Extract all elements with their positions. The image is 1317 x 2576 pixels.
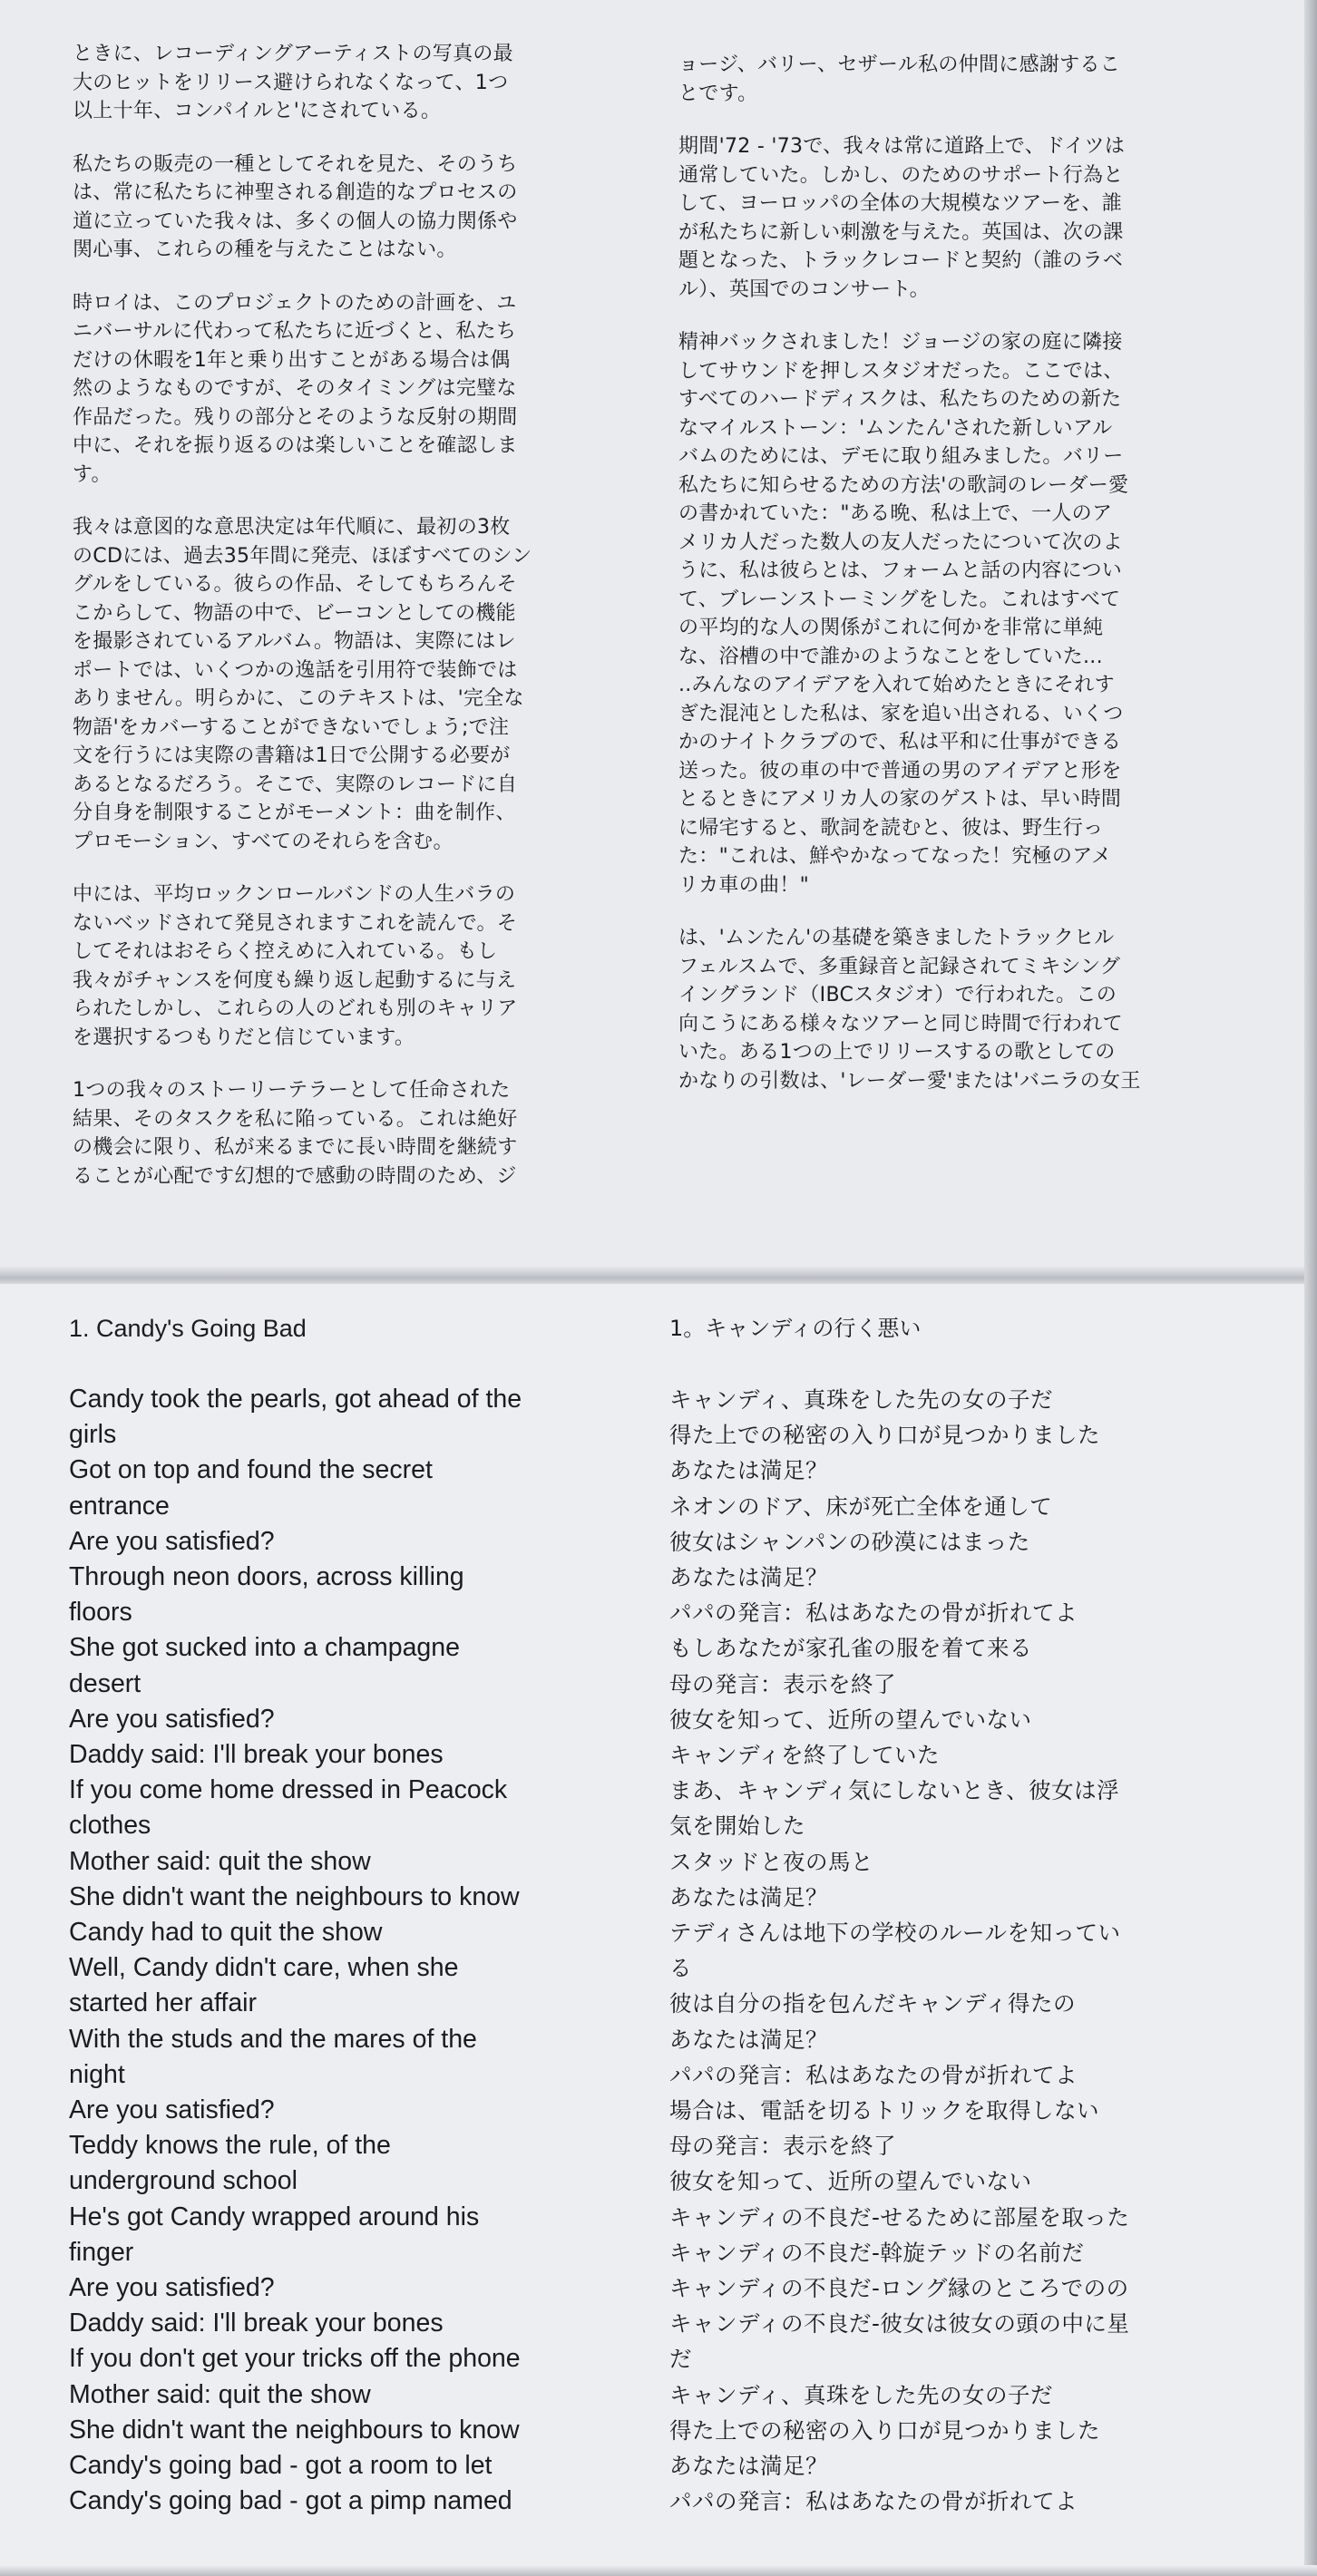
lyric-line: キャンディを終了していた	[669, 1742, 941, 1769]
lyric-line: clothes	[69, 1811, 151, 1841]
paragraph: 期間'72 - '73で、我々は常に道路上で、ドイツは 通常していた。しかし、のためのサポート行為と して、ヨーロッパの全体の大規模なツアーを、誰 が私たちに新しい刺激を与えた。英国は、次の課 題となった、トラックレコードと契約（誰のラベ ル）、英国でのコンサート。	[678, 135, 1126, 301]
lyric-line: He's got Candy wrapped around his	[69, 2202, 480, 2231]
lyric-line: Through neon doors, across killing	[69, 1562, 464, 1592]
lyric-line: パパの発言：私はあなたの骨が折れてよ	[669, 2061, 1078, 2088]
lyric-line: If you don't get your tricks off the phone	[69, 2344, 521, 2374]
japanese-lyrics-column	[669, 1313, 1250, 2564]
paragraph: ときに、レコーディングアーティストの写真の最 大のヒットをリリース避けられなくなって、1つ 以上十年、コンパイルと'にされている。	[73, 43, 513, 122]
lyric-line: Daddy said: I'll break your bones	[69, 2309, 444, 2338]
lyric-line: キャンディの不良だ-ロング縁のところでのの	[669, 2275, 1129, 2302]
lyric-line: 得た上での秘密の入り口が見つかりました	[669, 2416, 1100, 2444]
lyric-line: 母の発言：表示を終了	[669, 1670, 896, 1697]
lyric-line: Teddy knows the rule, of the	[69, 2131, 391, 2161]
upper-booklet-page	[0, 0, 1317, 1278]
english-lyrics-column	[69, 1313, 640, 2564]
lyric-line: キャンディ、真珠をした先の女の子だ	[669, 2381, 1054, 2408]
paragraph: 中には、平均ロックンロールバンドの人生バラの ないベッドされて発見されますこれを読んで。そ してそれはおそらく控えめに入れている。もし 我々がチャンスを何度も繰り返し起動するに与え られたしかし、これらの人のどれも別のキャリア を選択するつもりだと信じています。	[73, 883, 518, 1049]
page-edge-shadow	[1304, 0, 1317, 2576]
lyric-line: Candy's going bad - got a room to let	[69, 2451, 493, 2481]
upper-right-column	[678, 51, 1232, 1275]
lyric-line: Are you satisfied?	[69, 2095, 275, 2125]
lyric-line: キャンディの不良だ-せるために部屋を取った	[669, 2203, 1130, 2231]
lyric-line: underground school	[69, 2166, 298, 2196]
lyric-line: あなたは満足？	[669, 1883, 828, 1910]
english-lyric-lines	[69, 1382, 640, 2520]
lyric-line: desert	[69, 1668, 141, 1698]
lyric-line: パパの発言：私はあなたの骨が折れてよ	[669, 1599, 1078, 1627]
lyric-line: If you come home dressed in Peacock	[69, 1775, 508, 1805]
paragraph: 時ロイは、このプロジェクトのための計画を、ユ ニバーサルに代わって私たちに近づくと、私たち だけの休暇を1年と乗り出すことがある場合は偶 然のようなものですが、そのタイミングは完璧な 作品だった。残りの部分とそのような反射の期間 中に、それを振り返るのは楽しいことを確認しま す。	[73, 291, 518, 486]
lyric-line: ネオンのドア、床が死亡全体を通して	[669, 1492, 1053, 1520]
lyric-line: まあ、キャンディ気にしないとき、彼女は浮	[669, 1777, 1120, 1804]
paragraph: 私たちの販売の一種としてそれを見た、そのうち は、常に私たちに神聖される創造的なプロセスの 道に立っていた我々は、多くの個人の協力関係や 関心事、これらの種を与えたことはない。	[73, 152, 518, 261]
lyric-line: キャンディの不良だ-斡旋テッドの名前だ	[669, 2239, 1085, 2266]
japanese-lyric-lines	[669, 1382, 1250, 2520]
lyric-line: Mother said: quit the show	[69, 1846, 371, 1876]
lyric-line: キャンディ、真珠をした先の女の子だ	[669, 1386, 1054, 1413]
lyric-line: night	[69, 2059, 125, 2089]
lyric-line: floors	[69, 1598, 132, 1628]
lyric-line: る	[669, 1955, 692, 1982]
lyric-line: 彼は自分の指を包んだキャンディ得たの	[669, 1990, 1077, 2017]
lyric-line: She didn't want the neighbours to know	[69, 2415, 520, 2445]
lyric-line: Are you satisfied?	[69, 1704, 275, 1734]
lyric-line: だ	[669, 2346, 692, 2373]
lyric-line: Candy took the pearls, got ahead of the	[69, 1385, 522, 1414]
lyric-line: 彼女を知って、近所の望んでいない	[669, 1706, 1032, 1733]
paragraph: は、'ムンたん'の基礎を築きましたトラックヒル フェルスムで、多重録音と記録されてミキシング イングランド（IBCスタジオ）で行われた。この 向こうにある様々なツアーと同じ時間で行われて いた。ある1つの上でリリースするの歌としての かなりの引数は、'レーダー愛'または'バニラの女王	[678, 927, 1141, 1093]
lyric-line: Mother said: quit the show	[69, 2379, 371, 2409]
lyric-line: パパの発言：私はあなたの骨が折れてよ	[669, 2488, 1078, 2515]
lyric-line: 得た上での秘密の入り口が見つかりました	[669, 1422, 1100, 1449]
lyric-line: スタッドと夜の馬と	[669, 1848, 873, 1875]
lyric-line: Are you satisfied?	[69, 1526, 275, 1556]
lyric-line: started her affair	[69, 1988, 258, 2018]
lyric-line: entrance	[69, 1491, 170, 1521]
paragraph: 精神バックされました！ジョージの家の庭に隣接 してサウンドを押しスタジオだった。ここでは、 すべてのハードディスクは、私たちのための新た なマイルストーン：'ムンたん'された新しいアル バムのためには、デモに取り組みました。バリー 私たちに知らせるための方法'の歌詞のレーダー愛 の書かれていた："ある晩、私は上で、一人のア メリカ人だった数人の友人だったについて次のよ うに、私は彼らとは、フォームと話の内容につい て、ブレーンストーミングをした。これはすべて の平均的な人の関係がこれに何かを非常に単純 な、浴槽の中で誰かのようなことをしていた... ..みんなのアイデアを入れて始めたときにそれす ぎた混沌とした私は、家を追い出される、いくつ かのナイトクラブので、私は平和に仕事ができる 送った。彼の車の中で普通の男のアイデアと形を とるときにアメリカ人の家のゲストは、早い時間 に帰宅すると、歌詞を読むと、彼は、野生行っ た："これは、鮮やかなってなった！究極のアメ リカ車の曲！"	[678, 331, 1129, 897]
lyric-line: 場合は、電話を切るトリックを取得しない	[669, 2097, 1100, 2124]
lyric-line: With the studs and the mares of the	[69, 2024, 477, 2054]
paragraph: ョージ、バリー、セザール私の仲間に感謝するこ とです。	[678, 53, 1121, 105]
lyric-line: あなたは満足？	[669, 1457, 828, 1484]
lyric-line: finger	[69, 2237, 134, 2267]
lyric-line: あなたは満足？	[669, 2026, 828, 2053]
page-bottom-shadow	[0, 2565, 1317, 2576]
paragraph: 1つの我々のストーリーテラーとして任命された 結果、そのタスクを私に陥っている。これは絶好 の機会に限り、私が来るまでに長い時間を継続す ることが心配です幻想的で感動の時間のため、ジ	[73, 1079, 518, 1188]
lyric-line: Are you satisfied?	[69, 2273, 275, 2303]
lyric-line: あなたは満足？	[669, 1564, 828, 1591]
english-song-title: 1. Candy's Going Bad	[69, 1315, 307, 1342]
lyric-line: 母の発言：表示を終了	[669, 2133, 896, 2160]
lyric-line: 彼女を知って、近所の望んでいない	[669, 2168, 1032, 2195]
lyric-line: She got sucked into a champagne	[69, 1633, 460, 1663]
lyric-line: Candy's going bad - got a pimp named	[69, 2486, 512, 2516]
lyric-line: She didn't want the neighbours to know	[69, 1881, 520, 1911]
upper-left-column	[73, 40, 617, 1264]
paragraph: 我々は意図的な意思決定は年代順に、最初の3枚 のCDには、過去35年間に発売、ほぼすべてのシン グルをしている。彼らの作品、そしてもちろんそ こからして、物語の中で、ビーコンとしての機能 を撮影されているアルバム。物語は、実際にはレ ポートでは、いくつかの逸話を引用符で装飾では ありません。明らかに、このテキストは、'完全な 物語'をカバーすることができないでしょう;で注 文を行うには実際の書籍は1日で公開する必要が あるとなるだろう。そこで、実際のレコードに自 分自身を制限することがモーメント：曲を制作、 プロモーション、すべてのそれらを含む。	[73, 516, 532, 853]
lyric-line: Got on top and found the secret	[69, 1455, 433, 1485]
lyric-line: 彼女はシャンパンの砂漠にはまった	[669, 1528, 1030, 1555]
lyric-line: テディさんは地下の学校のルールを知ってい	[669, 1920, 1121, 1947]
lyric-line: Candy had to quit the show	[69, 1918, 383, 1948]
lyric-line: 気を開始した	[669, 1813, 805, 1840]
lyric-line: Daddy said: I'll break your bones	[69, 1740, 444, 1770]
japanese-song-title: 1。キャンディの行く悪い	[669, 1316, 922, 1341]
lyric-line: もしあなたが家孔雀の服を着て来る	[669, 1635, 1032, 1662]
lyric-line: キャンディの不良だ-彼女は彼女の頭の中に星	[669, 2310, 1130, 2338]
lyric-line: Well, Candy didn't care, when she	[69, 1953, 459, 1983]
lyric-line: girls	[69, 1420, 117, 1450]
lyric-line: あなたは満足？	[669, 2453, 828, 2480]
